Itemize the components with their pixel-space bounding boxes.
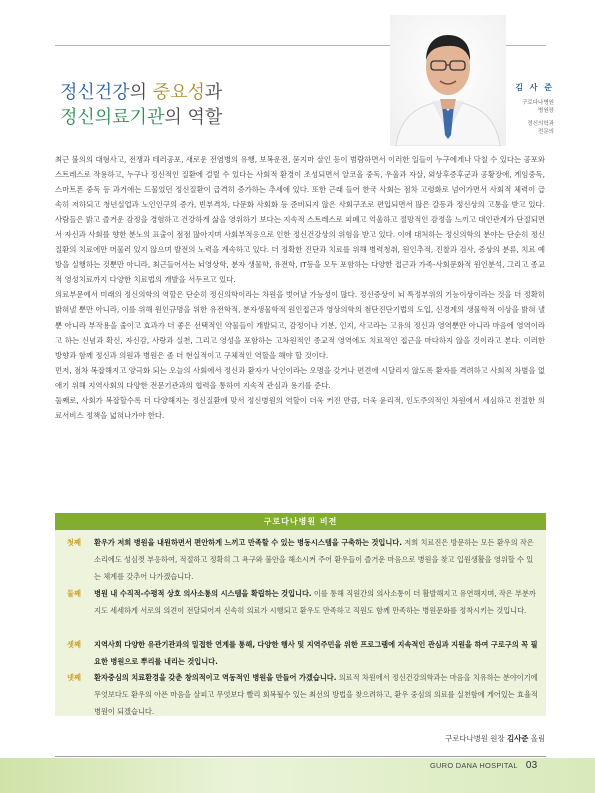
signature-name: 김사준	[506, 734, 529, 743]
paragraph-2: 의료부문에서 미래의 정신의학의 역할은 단순히 정신의학이라는 차원을 벗어날 가능성이 많다. 정신증상이 뇌 특정부위의 기능이상이라는 것을 더 정확히 밝혀낼 뿐만 아니라, 이를 위해 원인규명을 위한 유전학적, 분자생물학적 원인접근과 영상의학의 첨단진단기법의 도입, 신경계의 생물학적 이상을 밝혀 낼뿐 아니라 부작용을 줄이고 효과가 더 좋은 선택적인 약물들이 개발되고, 감정이나 기분, 인지, 사고라는 고유의 정신과 영역뿐만 아니라 마음에 영역이라고 하는 신념과 확신, 자신감, 사랑과 실천, 그리고 영성을 포함하는 고차원적인 종교적 영역에도 치료적인 접근을 마다하지 않을 것이라고 본다. 이러한 방향과 함께 정신과 의원과 병원은 좀 더 현실적이고 구체적인 역할을 해야 할 것이다.	[55, 290, 545, 360]
vision-item-3: 셋째 지역사회 다양한 유관기관과의 밀접한 연계를 통해, 다양한 행사 및 지역주민을 위한 프로그램에 지속적인 관심과 지원을 하여 구로구의 꼭 필요한 병원으로 뿌리를 내리는 것입니다.	[67, 637, 539, 671]
page-title: 정신건강의 중요성과 정신의료기관의 역할	[60, 82, 223, 128]
director-specialty-title: 전문의	[538, 129, 554, 135]
vision-item-2: 둘째 병원 내 수직적-수평적 상호 의사소통의 시스템을 확립하는 것입니다. 이를 통해 직원간의 의사소통이 더 활발해지고 유연해지며, 작은 부분까지도 세세하게 서로의 의견이 전달되어져 신속히 의료가 시행되고 환우도 만족하고 직원도 함께 만족하는 병원문화를 정착시키는 것입니다.	[67, 586, 539, 620]
page-number: 03	[525, 760, 538, 771]
director-specialty: 정신의학과	[527, 121, 554, 127]
vision-item-number: 넷째	[67, 673, 81, 682]
director-portrait	[390, 15, 506, 146]
director-affiliation: 구로다나병원	[522, 100, 554, 106]
article-body	[55, 152, 545, 423]
signature: 구로다나병원 원장 김사준 올림	[445, 734, 545, 743]
paragraph-4: 둘째로, 사회가 복잡할수록 더 다양해지는 정신질환에 맞서 정신병원의 역할이 더욱 커진 만큼, 더욱 윤리적, 인도주의적인 차원에서 세심하고 친절한 의료서비스 정책을 넓혀나가야 한다.	[55, 395, 545, 420]
footer-hospital-name: GURO DANA HOSPITAL	[430, 761, 518, 770]
vision-item-4: 넷째 환자중심의 치료환경을 갖춘 창의적이고 역동적인 병원을 만들어 가겠습니다. 의료적 차원에서 정신건강의학과는 마음을 치유하는 분야이기에 무엇보다도 환우의 아픈 마음을 살피고 무엇보다 빨리 회복될수 있는 최선의 방법을 찾으려하고, 환우 중심의 의료를 실천함에 게어있는 효율적 병원이 되겠습니다.	[67, 670, 539, 720]
vision-box	[55, 513, 546, 716]
vision-item-1: 첫째 환우가 저희 병원을 내원하면서 편안하게 느끼고 만족할 수 있는 병동시스템을 구축하는 것입니다. 저희 치료진은 방문하는 모든 환우의 작은 소리에도 성심껏 부응하여, 적절하고 정확히 그 욕구와 불안을 해소시켜 주어 환우들이 즐거운 마음으로 병원을 찾고 입원생활을 영위할 수 있는 체계를 갖추어 나가겠습니다.	[67, 535, 539, 585]
title-keyword-importance: 중요성	[152, 82, 205, 103]
paragraph-1: 최근 불의의 대형사고, 전쟁과 테러공포, 새로운 전염병의 유행, 보복운전, 묻지마 살인 등이 범람하면서 이러한 일들이 누구에게나 닥칠 수 있다는 공포와 스트레스로 작용하고, 누구나 정신적인 질환에 걸릴 수 있다는 사회적 환경이 조성되면서 알코올 중독, 우울과 자살, 외상후증후군과 공황장애, 게임중독, 스마트폰 중독 등 과거에는 드물었던 정신질환이 급격히 증가하는 추세에 있다. 또한 근래 들어 한국 사회는 점차 고령화로 넘어가면서 사회적 체력이 급속히 저하되고 청년실업과 노인인구의 증가, 빈부격차, 다문화 사회화 등 준비되지 않은 사회구조로 편입되면서 많은 갈등과 정신상의 고통을 받고 있다. 사람들은 밝고 즐거운 감정을 경험하고 건강하게 삶을 영위하기 보다는 지속적 스트레스로 피폐고 억울하고 절망적인 감정을 느끼고 대인관계가 단절되면서 자신과 사회를 향한 분노의 표출이 점점 많아지며 사회부적응으로 인한 정신건강상의 위험을 받고 있다. 이에 대처하는 정신의학의 분야는 단순히 정신질환의 치료에만 머물러 있지 않으며 발전의 노력을 계속하고 있다. 더 정확한 진단과 치료를 위해 병력청취, 원인추적, 진찰과 검사, 증상의 분류, 치료 예방을 실행하는 것뿐만 아니라, 최근들어서는 뇌영상학, 분자 생물학, 유전학, IT등을 모두 포함하는 다양한 접근과 가족-사회문화적 원인분석, 그리고 종교적 영성치료까지 다양한 치료법의 개발을 서두르고 있다.	[55, 155, 545, 285]
title-keyword-mental-health: 정신건강	[60, 82, 130, 103]
paragraph-3: 먼저, 점차 복잡해지고 양극화 되는 오늘의 사회에서 정신과 환자가 낙인이라는 오명을 갖거나 편견에 시달리지 않도록 환자를 격려하고 사회적 차별을 없애기 위해 지역사회의 다양한 전문기관과의 협력을 통하여 지속적 관심과 용기를 준다.	[55, 365, 545, 390]
footer	[430, 760, 538, 771]
vision-item-number: 둘째	[67, 589, 81, 598]
vision-header: 구로다나병원 비전	[55, 513, 546, 530]
director-name: 김 사 준	[515, 83, 554, 92]
director-position: 병원장	[538, 108, 554, 114]
director-profile	[504, 82, 554, 136]
footer-divider	[55, 756, 546, 757]
vision-item-number: 셋째	[67, 640, 81, 649]
title-keyword-institution: 정신의료기관	[60, 107, 165, 128]
vision-item-number: 첫째	[67, 538, 81, 547]
